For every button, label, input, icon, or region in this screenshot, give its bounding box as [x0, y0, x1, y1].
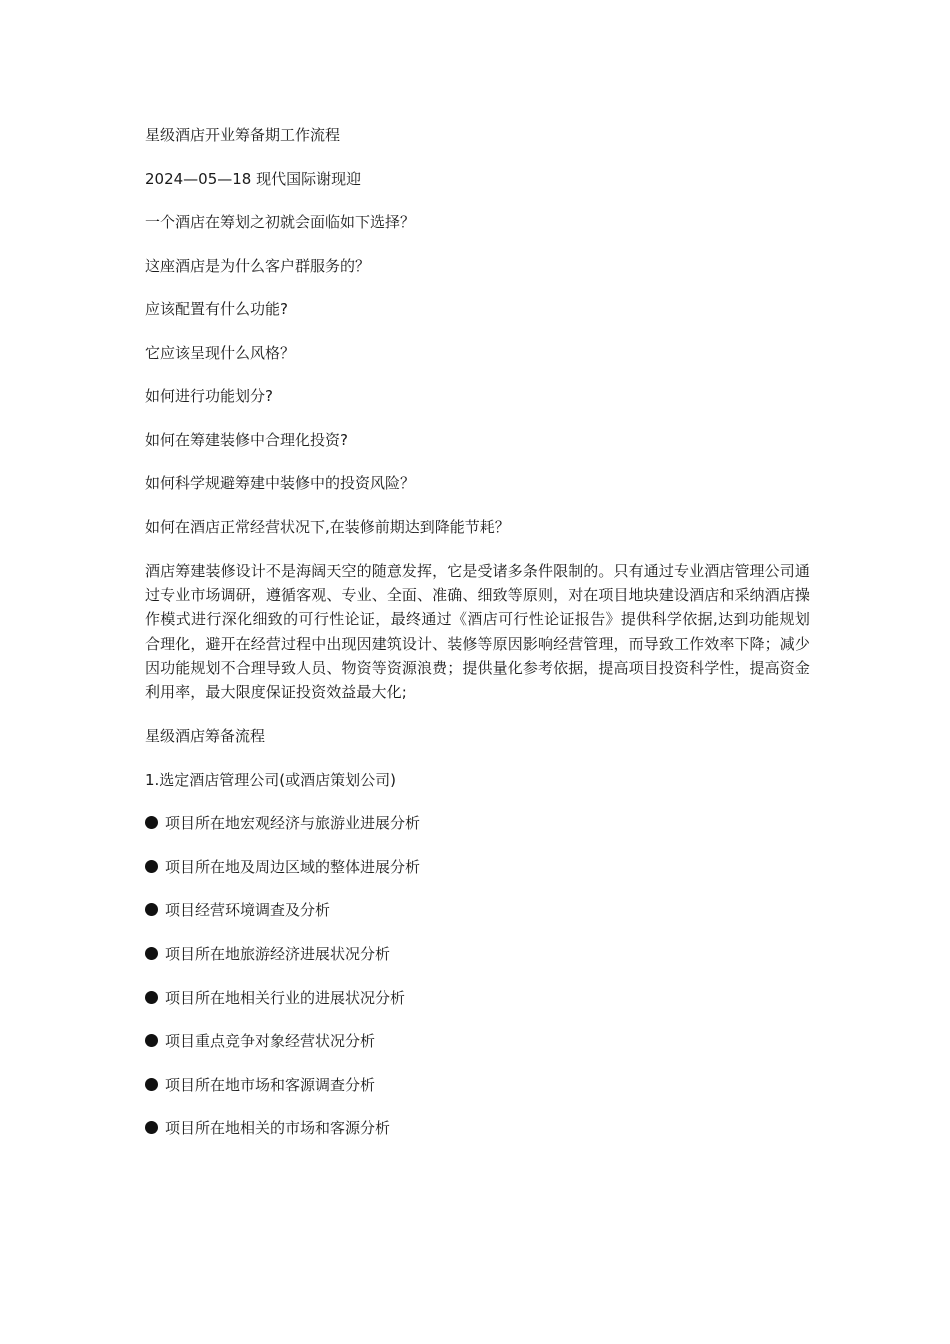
question-line: 如何进行功能划分?	[145, 387, 273, 405]
question-line: 如何科学规避筹建中装修中的投资风险？	[145, 474, 416, 492]
list-item-text: 项目所在地及周边区域的整体进展分析	[165, 857, 421, 876]
list-item-text: 项目所在地市场和客源调查分析	[165, 1075, 376, 1094]
document-page	[145, 124, 810, 1161]
list-item	[145, 1117, 810, 1139]
list-item-text: 项目所在地宏观经济与旅游业进展分析	[165, 814, 421, 833]
list-item	[145, 1030, 810, 1052]
list-item	[145, 943, 810, 965]
list-item	[145, 899, 810, 921]
list-item-text: 项目经营环境调查及分析	[165, 901, 331, 920]
bullet-dot-icon	[145, 947, 158, 960]
bullet-dot-icon	[145, 816, 158, 829]
list-item	[145, 812, 810, 834]
list-item	[145, 987, 810, 1009]
section-heading: 星级酒店筹备流程	[145, 727, 266, 746]
bullet-dot-icon	[145, 1034, 158, 1047]
bullet-dot-icon	[145, 1078, 158, 1091]
question-line: 一个酒店在筹划之初就会面临如下选择？	[145, 213, 416, 231]
bullet-list	[145, 812, 810, 1139]
question-line: 它应该呈现什么风格？	[145, 343, 296, 362]
bullet-dot-icon	[145, 903, 158, 916]
document-title: 星级酒店开业筹备期工作流程	[145, 126, 341, 144]
bullet-dot-icon	[145, 860, 158, 873]
list-item-text: 项目所在地相关的市场和客源分析	[165, 1119, 391, 1138]
bullet-dot-icon	[145, 1121, 158, 1134]
document-byline: 2024—05—18 现代国际谢现迎	[145, 169, 362, 188]
question-line: 这座酒店是为什么客户群服务的？	[145, 256, 371, 275]
question-line: 如何在筹建装修中合理化投资?	[145, 430, 348, 449]
list-item	[145, 1074, 810, 1096]
list-item-text: 项目重点竞争对象经营状况分析	[165, 1032, 376, 1051]
question-line: 如何在酒店正常经营状况下,在装修前期达到降能节耗？	[145, 517, 510, 536]
list-item-text: 项目所在地旅游经济进展状况分析	[165, 945, 391, 963]
list-item	[145, 856, 810, 878]
question-line: 应该配置有什么功能?	[145, 300, 288, 318]
list-item-text: 项目所在地相关行业的进展状况分析	[165, 988, 406, 1007]
bullet-dot-icon	[145, 991, 158, 1004]
step-heading: 1.选定酒店管理公司(或酒店策划公司)	[145, 770, 397, 789]
body-paragraph: 酒店筹建装修设计不是海阔天空的随意发挥，它是受诸多条件限制的。只有通过专业酒店管理公司通过专业市场调研，遵循客观、专业、全面、准确、细致等原则，对在项目地块建设酒店和采纳酒店操作模式进行深化细致的可行性论证，最终通过《酒店可行性论证报告》提供科学依据,达到功能规划合理化，避开在经营过程中出现因建筑设计、装修等原因影响经营管理，而导致工作效率下降；减少因功能规划不合理导致人员、物资等资源浪费；提供量化参考依据，提高项目投资科学性，提高资金利用率，最大限度保证投资效益最大化;	[145, 562, 810, 702]
